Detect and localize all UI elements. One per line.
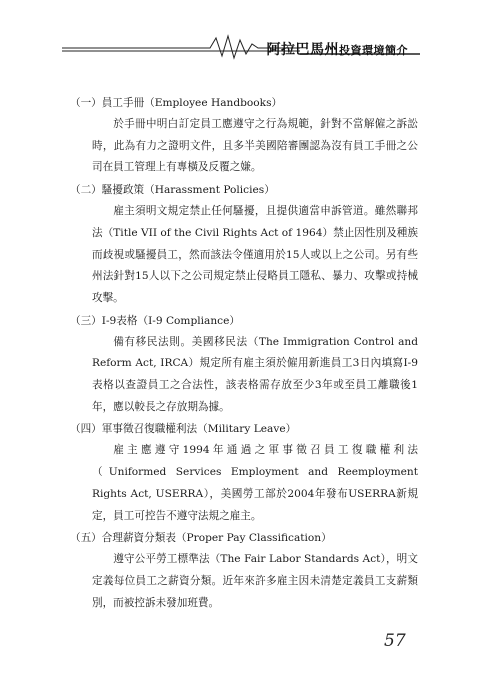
section-heading: （一）員工手冊（Employee Handbooks） xyxy=(70,97,283,109)
section-heading: （四）軍事徵召復職權利法（Military Leave） xyxy=(70,423,297,436)
section-pay-classification xyxy=(70,527,418,614)
heartbeat-line-icon xyxy=(0,30,480,70)
header-title-sub: 投資環境簡介 xyxy=(339,44,408,57)
section-military-leave xyxy=(70,418,418,527)
section-heading: （三）I-9表格（I-9 Compliance） xyxy=(70,314,240,327)
section-heading: （五）合理薪資分類表（Proper Pay Classification） xyxy=(70,532,332,545)
header-title xyxy=(267,39,409,59)
section-paragraph: 雇主須明文規定禁止任何騷擾，且提供適當申訴管道。雖然聯邦法（Title VII of the Civil Rights Act of 1964）禁止因性別及種族而歧視或騷擾員工，然而該法令僅適用於15人或以上之公司。另有些州法針對15人以下之公司規定禁止侵略員工隱私、暴力、攻擊或持械攻擊。 xyxy=(92,205,418,304)
page-header xyxy=(0,30,480,70)
document-body xyxy=(70,92,418,614)
header-title-main: 阿拉巴馬州 xyxy=(266,42,339,58)
section-paragraph: 於手冊中明白訂定員工應遵守之行為規範，針對不當解僱之訴訟時，此為有力之證明文件，且多半美國陪審團認為沒有員工手冊之公司在員工管理上有專橫及反覆之嫌。 xyxy=(92,118,418,174)
page-number: 57 xyxy=(384,631,406,651)
section-paragraph: 遵守公平勞工標準法（The Fair Labor Standards Act），明文定義每位員工之薪資分類。近年來許多雇主因未清楚定義員工支薪類別，而被控訴未發加班費。 xyxy=(92,553,418,609)
section-paragraph: 備有移民法則。美國移民法（The Immigration Control and Reform Act, IRCA）規定所有雇主須於僱用新進員工3日內填寫I-9表格以查證員工之合法性，該表格需存放至少3年或至員工離職後1年，應以較長之存放期為據。 xyxy=(92,335,418,413)
section-employee-handbooks xyxy=(70,92,418,179)
section-i9-compliance xyxy=(70,310,418,419)
section-harassment-policies xyxy=(70,179,418,310)
section-paragraph: 雇主應遵守1994年通過之軍事徵召員工復職權利法（Uniformed Services Employment and Reemployment Rights Act, USERRA），美國勞工部於2004年發布USERRA新規定，員工可控告不遵守法規之雇主。 xyxy=(92,444,418,522)
section-heading: （二）騷擾政策（Harassment Policies） xyxy=(70,184,275,197)
